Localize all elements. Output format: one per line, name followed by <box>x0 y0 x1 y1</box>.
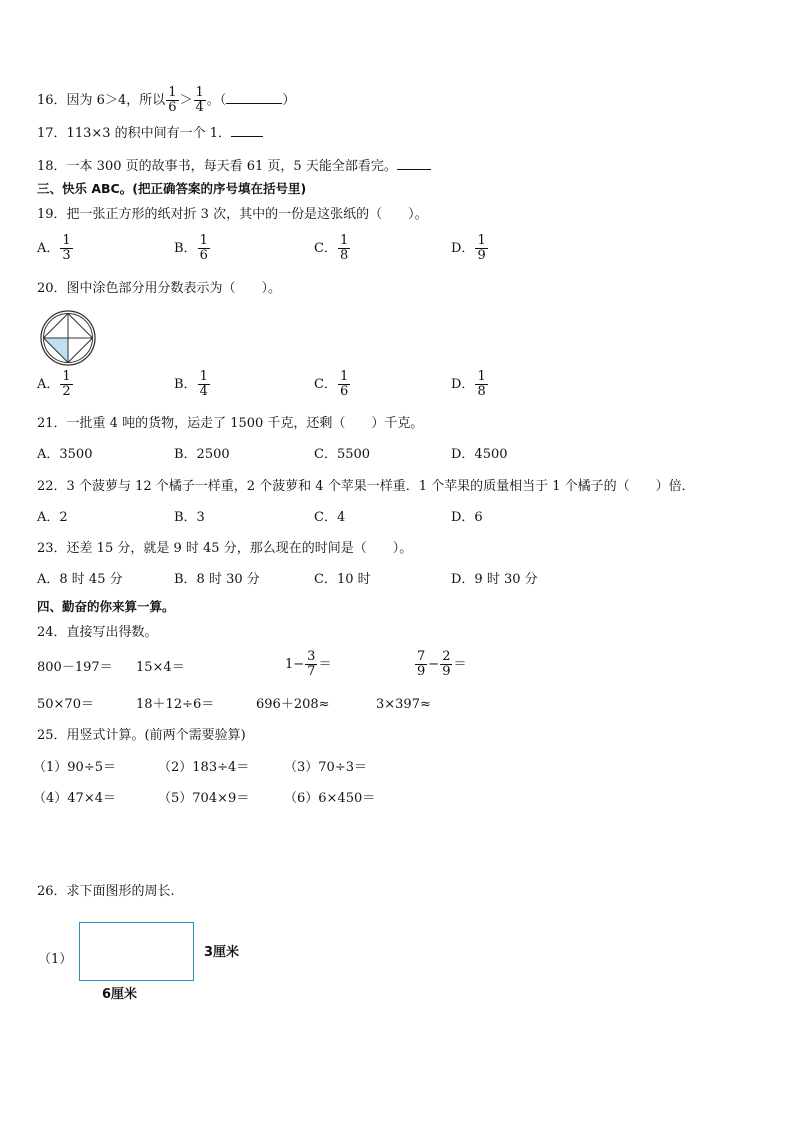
q25-item-4: （4）47×4＝ <box>33 791 116 806</box>
q18-text: 18．一本 300 页的故事书，每天看 61 页，5 天能全部看完。 <box>37 159 397 174</box>
section-3-title: 三、快乐 ABC。(把正确答案的序号填在括号里) <box>37 181 307 196</box>
q20-option-c[interactable]: C． $\frac{1}{6}$ <box>314 369 349 399</box>
q16-text-2: 。（ <box>206 93 227 108</box>
q24-item-3: 1− $\frac{3}{7}$ ＝ <box>285 649 332 679</box>
q19-option-b[interactable]: B． $\frac{1}{6}$ <box>174 233 208 263</box>
section-4-title: 四、勤奋的你来算一算。 <box>37 599 175 614</box>
question-23-stem: 23．还差 15 分，就是 9 时 45 分，那么现在的时间是（ ）。 <box>37 541 413 556</box>
q17-answer-blank[interactable] <box>231 124 263 137</box>
q26-width-label: 6厘米 <box>102 987 138 1002</box>
q25-item-3: （3）70÷3＝ <box>284 760 367 775</box>
q16-text: 16．因为 6＞4，所以 <box>37 93 166 108</box>
q20-option-a[interactable]: A． $\frac{1}{2}$ <box>37 369 71 399</box>
q25-item-6: （6）6×450＝ <box>284 791 376 806</box>
q21-option-d[interactable]: D．4500 <box>451 447 508 462</box>
q23-option-d[interactable]: D．9 时 30 分 <box>451 572 538 587</box>
q19-option-a[interactable]: A． $\frac{1}{3}$ <box>37 233 71 263</box>
q25-item-1: （1）90÷5＝ <box>33 760 116 775</box>
q24-item-4: $\frac{7}{9}$ − $\frac{2}{9}$ ＝ <box>417 649 467 679</box>
q16-answer-blank[interactable] <box>226 91 282 104</box>
q19-option-d[interactable]: D． $\frac{1}{9}$ <box>451 233 486 263</box>
q17-text: 17．113×3 的积中间有一个 1． <box>37 126 232 141</box>
q21-option-a[interactable]: A．3500 <box>37 447 93 462</box>
q24-item-1: 800－197＝ <box>37 660 113 675</box>
q16-fraction-1: $\frac{1}{6}$ <box>168 85 177 115</box>
q21-option-b[interactable]: B．2500 <box>174 447 230 462</box>
q20-option-b[interactable]: B． $\frac{1}{4}$ <box>174 369 208 399</box>
q16-fraction-2: $\frac{1}{4}$ <box>195 85 204 115</box>
q24-item-2: 15×4＝ <box>136 660 185 675</box>
q24-item-8: 3×397≈ <box>376 697 431 712</box>
q20-circle-figure <box>38 308 98 368</box>
q22-option-b[interactable]: B．3 <box>174 510 205 525</box>
q22-option-d[interactable]: D．6 <box>451 510 483 525</box>
q26-height-label: 3厘米 <box>204 945 240 960</box>
q24-item-7: 696＋208≈ <box>256 697 330 712</box>
question-19-stem: 19．把一张正方形的纸对折 3 次，其中的一份是这张纸的（ ）。 <box>37 207 428 222</box>
q21-option-c[interactable]: C．5500 <box>314 447 371 462</box>
question-25-stem: 25．用竖式计算。(前两个需要验算) <box>37 728 246 743</box>
question-18 <box>37 157 431 176</box>
question-17 <box>37 124 263 143</box>
question-24-stem: 24．直接写出得数。 <box>37 625 158 640</box>
q22-option-a[interactable]: A．2 <box>37 510 68 525</box>
question-22-stem: 22．3 个菠萝与 12 个橘子一样重，2 个菠萝和 4 个苹果一样重．1 个苹果的质量相当于 1 个橘子的（ ）倍． <box>37 479 695 494</box>
q26-part-label: （1） <box>38 952 73 967</box>
question-26-stem: 26．求下面图形的周长. <box>37 884 175 899</box>
q25-item-2: （2）183÷4＝ <box>158 760 250 775</box>
q22-option-c[interactable]: C．4 <box>314 510 346 525</box>
q23-option-a[interactable]: A．8 时 45 分 <box>37 572 123 587</box>
q23-option-b[interactable]: B．8 时 30 分 <box>174 572 260 587</box>
q16-text-3: ） <box>282 93 296 108</box>
q24-item-5: 50×70＝ <box>37 697 94 712</box>
q20-option-d[interactable]: D． $\frac{1}{8}$ <box>451 369 486 399</box>
q24-item-6: 18＋12÷6＝ <box>136 697 215 712</box>
question-21-stem: 21．一批重 4 吨的货物，运走了 1500 千克，还剩（ ）千克。 <box>37 416 424 431</box>
q25-item-5: （5）704×9＝ <box>158 791 250 806</box>
q26-rectangle <box>79 922 194 981</box>
q23-option-c[interactable]: C．10 时 <box>314 572 371 587</box>
q16-gt: ＞ <box>179 93 193 108</box>
question-20-stem: 20．图中涂色部分用分数表示为（ ）。 <box>37 281 282 296</box>
q18-answer-blank[interactable] <box>397 157 431 170</box>
q19-option-c[interactable]: C． $\frac{1}{8}$ <box>314 233 349 263</box>
question-16 <box>37 86 295 115</box>
